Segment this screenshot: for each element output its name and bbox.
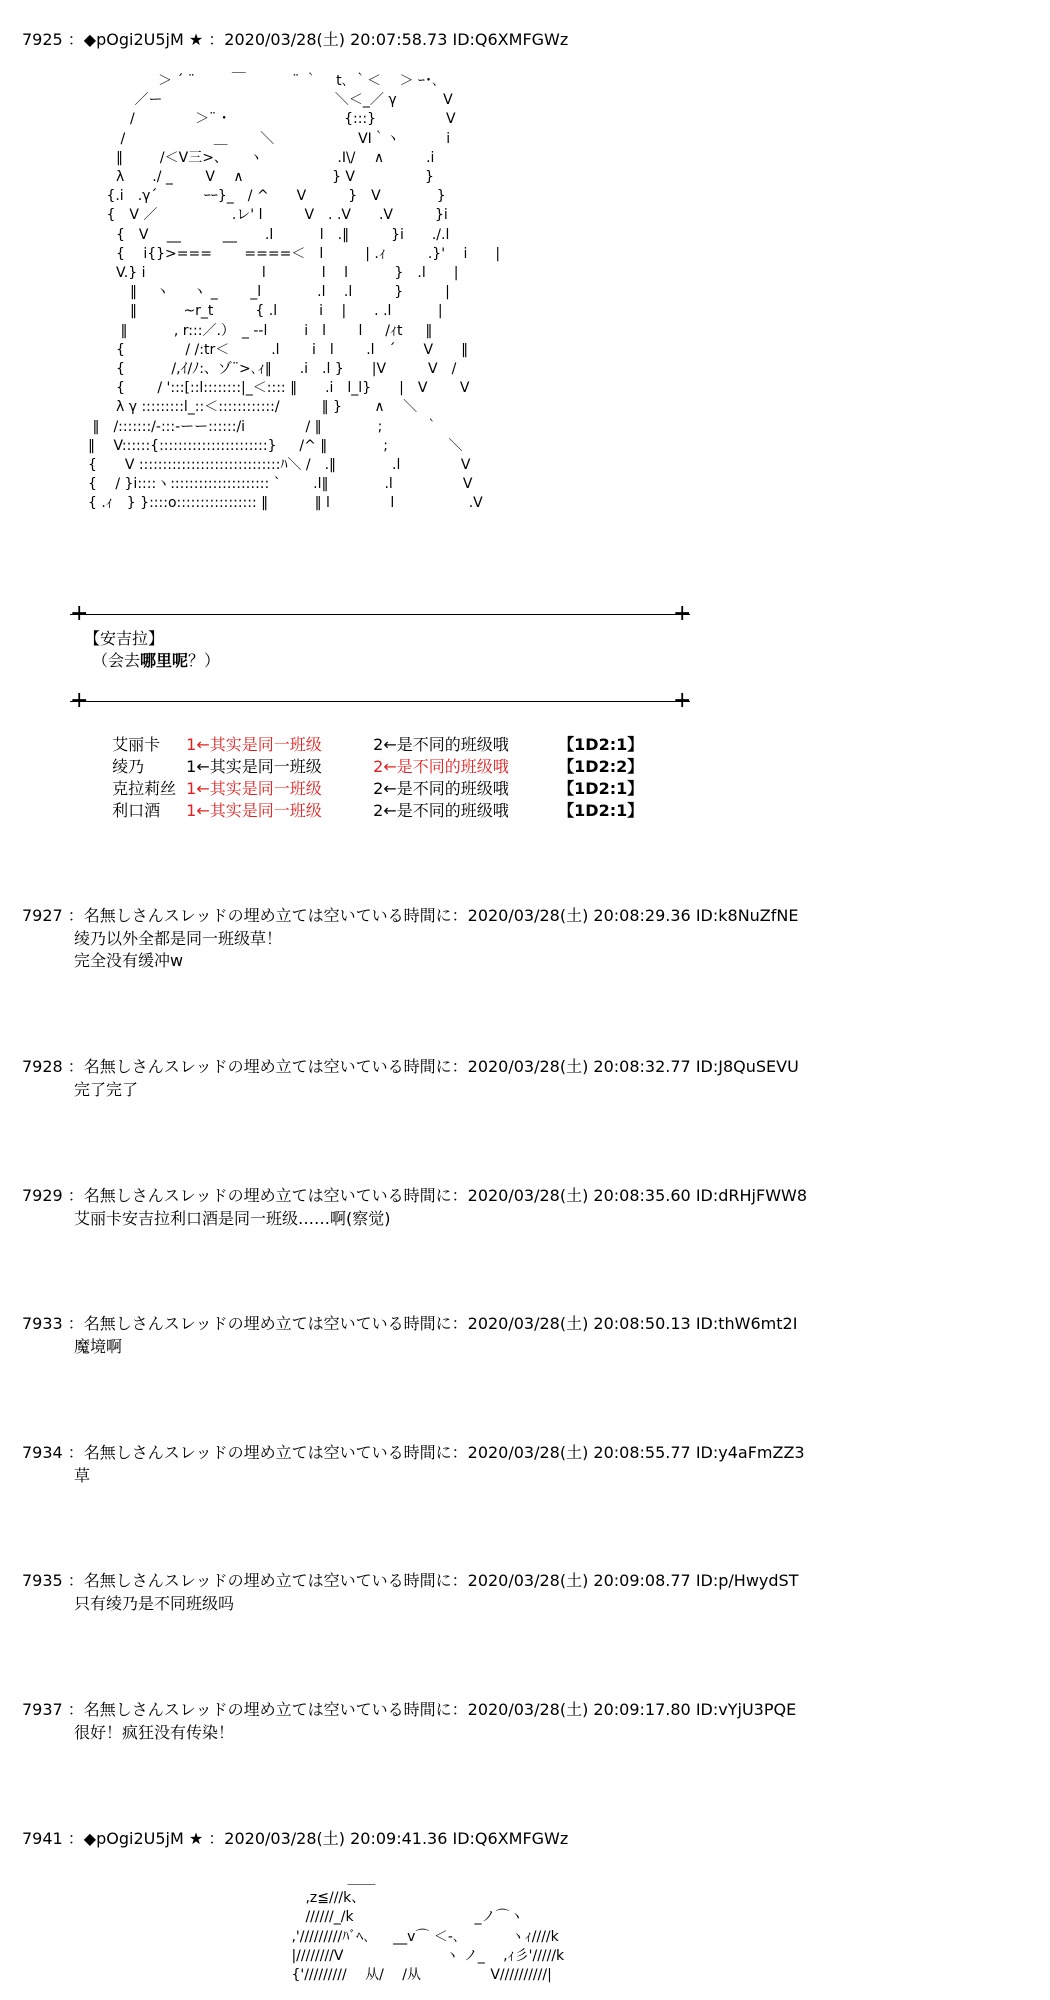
reply-text: 很好！疯狂没有传染！ bbox=[74, 1723, 235, 1742]
ascii-art bbox=[175, 1870, 564, 1985]
divider-cross: + bbox=[673, 601, 692, 626]
reply-text: 完全没有缓冲w bbox=[74, 951, 184, 970]
reply-text: 只有绫乃是不同班级吗 bbox=[74, 1594, 235, 1613]
ascii-art-line: ‖ , r:::／.） _ --l i l l /ｨt ‖ bbox=[60, 322, 433, 339]
ascii-art-line: ＞ ´ ¨ ￣ ¨ ｀ t､ ｀＜ ＞ ｰ･､ bbox=[60, 73, 439, 89]
divider-cross: + bbox=[673, 688, 692, 713]
ascii-art-line: ‖ /＜V三>、 ヽ .I\/ ∧ .i bbox=[60, 149, 435, 166]
vote-row: 克拉莉丝 1←其实是同一班级 2←是不同的班级哦 【1D2:1】 bbox=[112, 779, 644, 798]
reply-header: 7934 ：名無しさんスレッドの埋め立ては空いている時間に：2020/03/28(土) 20:08:55.77 ID:y4aFmZZ3 bbox=[22, 1443, 805, 1462]
ascii-art-line: {'///////// 从/ /从 V//////////| bbox=[175, 1967, 552, 1984]
ascii-art-line: { V ／ .レ' l V . .Ⅴ .V }i bbox=[60, 207, 448, 224]
ascii-art-line: {.i .γ´ ｰｰ}_ / ^ V } V } bbox=[60, 188, 446, 205]
speech-line: （会去哪里呢？） bbox=[92, 651, 221, 670]
reply-header: 7927 ：名無しさんスレッドの埋め立ては空いている時間に：2020/03/28(土) 20:08:29.36 ID:k8NuZfNE bbox=[22, 906, 799, 925]
divider-cross: + bbox=[70, 688, 89, 713]
divider-cross: + bbox=[70, 601, 89, 626]
divider bbox=[70, 701, 690, 702]
ascii-art bbox=[60, 72, 500, 514]
ascii-art-line: / ＞¨ ･ {:::} V bbox=[60, 111, 456, 128]
ascii-art-line: |////////V ヽ ノ_ ,ｨ彡'/////k bbox=[175, 1947, 565, 1964]
reply-text: 艾丽卡安吉拉利口酒是同一班级……啊(察觉) bbox=[74, 1209, 391, 1228]
ascii-art-line: λ ./ _ V ∧ } V } bbox=[60, 169, 434, 186]
ascii-art-line: ／ー ＼＜_／ γ V bbox=[60, 92, 453, 109]
ascii-art-line: //////_/k _ノ⌒ヽ bbox=[175, 1909, 524, 1926]
ascii-art-line: { / /:tr＜ .l i l .l ´ V ‖ bbox=[60, 341, 469, 358]
ascii-art-line: { V ::::::::::::::::::::::::::::::ﾊ＼ / .‖ .l V bbox=[60, 457, 471, 474]
reply-header: 7928 ：名無しさんスレッドの埋め立ては空いている時間に：2020/03/28(土) 20:08:32.77 ID:J8QuSEVU bbox=[22, 1057, 799, 1076]
ascii-art-line: { / }i::::ヽ::::::::::::::::::::: ` .l‖ .l V bbox=[60, 476, 473, 493]
vote-row: 利口酒 1←其实是同一班级 2←是不同的班级哦 【1D2:1】 bbox=[112, 801, 644, 820]
ascii-art-line: λ γ :::::::::l_::＜::::::::::::/ ‖ } ∧ ＼ bbox=[60, 399, 418, 416]
ascii-art-line: { .ｨ } }::::o::::::::::::::::: ‖ ‖ l l .V bbox=[60, 495, 483, 512]
reply-header: 7935 ：名無しさんスレッドの埋め立ては空いている時間に：2020/03/28(土) 20:09:08.77 ID:p/HwydST bbox=[22, 1571, 799, 1590]
reply-header: 7937 ：名無しさんスレッドの埋め立ては空いている時間に：2020/03/28(土) 20:09:17.80 ID:vYjU3PQE bbox=[22, 1700, 797, 1719]
post-header: 7941 ：◆pOgi2U5jM ★ ：2020/03/28(土) 20:09:41.36 ID:Q6XMFGWz bbox=[22, 1829, 569, 1848]
ascii-art-line: ‖ /:::::::/-:::-ーー::::::/i / ‖ ; ｀ bbox=[60, 418, 439, 435]
ascii-art-line: ‖ ~r_t { .l i | . .l | bbox=[60, 303, 443, 320]
ascii-art-line: { / ':::[::l::::::::|_＜:::: ‖ .i l_l} | V V bbox=[60, 380, 470, 397]
post-header: 7925 ：◆pOgi2U5jM ★ ：2020/03/28(土) 20:07:58.73 ID:Q6XMFGWz bbox=[22, 30, 569, 49]
reply-text: 草 bbox=[74, 1466, 91, 1485]
ascii-art-line: ＿＿ bbox=[175, 1871, 376, 1887]
ascii-art-line: { /,ｲ/ﾉ:、ゾ¨>､ｨ‖ .i .l } |V V / bbox=[60, 361, 457, 378]
ascii-art-line: ,z≦///k、 bbox=[175, 1890, 366, 1907]
ascii-art-line: / ＿ ＼ VI｀ヽ i bbox=[60, 130, 451, 147]
vote-row: 艾丽卡 1←其实是同一班级 2←是不同的班级哦 【1D2:1】 bbox=[112, 735, 644, 754]
reply-header: 7933 ：名無しさんスレッドの埋め立ては空いている時間に：2020/03/28(土) 20:08:50.13 ID:thW6mt2I bbox=[22, 1314, 798, 1333]
ascii-art-line: { i{}>=== ====＜ l | .ｨ .}' i | bbox=[60, 245, 501, 262]
ascii-art-line: ,'/////////ﾊﾞﾍ､ __v⌒ ＜-､ ヽｨ////k bbox=[175, 1928, 559, 1945]
reply-header: 7929 ：名無しさんスレッドの埋め立ては空いている時間に：2020/03/28(土) 20:08:35.60 ID:dRHjFWW8 bbox=[22, 1186, 808, 1205]
vote-row: 绫乃 1←其实是同一班级 2←是不同的班级哦 【1D2:2】 bbox=[112, 757, 644, 776]
reply-text: 完了完了 bbox=[74, 1080, 139, 1099]
ascii-art-line: { V __ __ .l l .‖ }i ./.l bbox=[60, 226, 450, 243]
ascii-art-line: ‖ V::::::{:::::::::::::::::::::::} /^ ‖ ; ＼ bbox=[60, 437, 463, 454]
ascii-art-line: ‖ ヽ ヽ _ _l .l .l } | bbox=[60, 284, 450, 301]
speaker-name: 【安吉拉】 bbox=[84, 629, 165, 648]
reply-text: 魔境啊 bbox=[74, 1337, 123, 1356]
divider bbox=[70, 614, 690, 615]
reply-text: 绫乃以外全都是同一班级草！ bbox=[74, 929, 283, 948]
ascii-art-line: V.} i l l l } .l | bbox=[60, 265, 459, 282]
